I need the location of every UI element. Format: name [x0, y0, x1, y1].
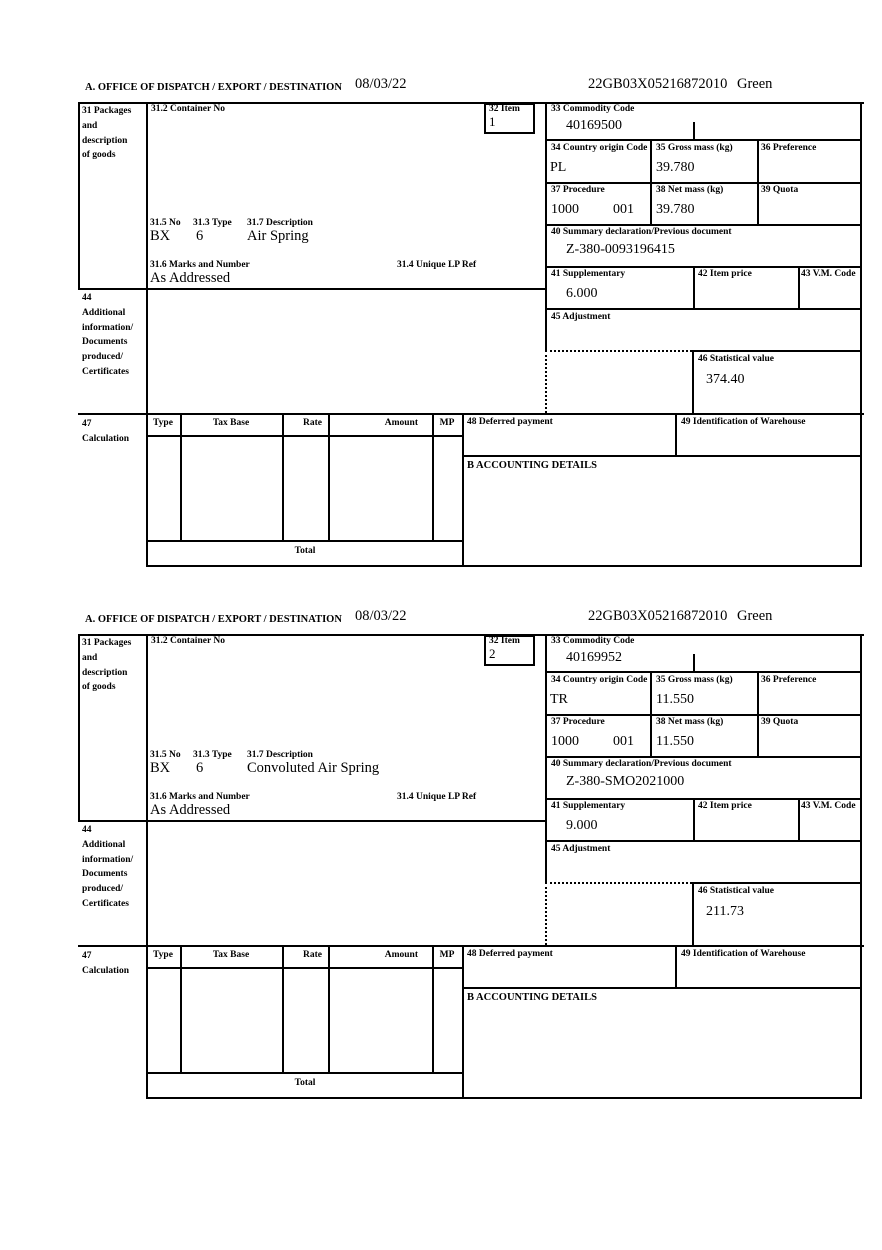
procedure-value: 1000: [551, 202, 579, 217]
dispatch-date-value: 08/03/22: [355, 76, 407, 92]
box31-packages-label: [82, 636, 131, 695]
box47-calculation-label: [82, 417, 129, 447]
declaration-copy: [0, 76, 882, 576]
form-line: [757, 671, 759, 756]
box44-line: information/: [82, 854, 134, 865]
form-line: [146, 1097, 862, 1099]
office-of-dispatch-label: A. OFFICE OF DISPATCH / EXPORT / DESTINATION: [85, 82, 342, 93]
box44-line: produced/: [82, 884, 124, 895]
box44-line: produced/: [82, 352, 124, 363]
tax-type-header: Type: [153, 418, 173, 428]
country-origin-label: 34 Country origin Code: [551, 675, 648, 685]
tax-rate-header: Rate: [303, 418, 322, 428]
pkg-type-label: 31.3 Type: [193, 750, 232, 760]
form-dotted-line: [545, 882, 692, 884]
form-line: [675, 945, 677, 987]
form-dotted-line: [545, 350, 547, 413]
form-line: [545, 308, 862, 310]
commodity-code-label: 33 Commodity Code: [551, 636, 635, 646]
box44-line: Certificates: [82, 366, 129, 377]
supplementary-label: 41 Supplementary: [551, 801, 626, 811]
form-line: [78, 945, 864, 947]
tax-amount-header: Amount: [384, 950, 418, 960]
item-number-value: 1: [489, 114, 496, 129]
item-price-label: 42 Item price: [698, 269, 752, 279]
quota-label: 39 Quota: [761, 185, 799, 195]
form-line: [692, 350, 862, 352]
form-line: [180, 413, 182, 540]
form-line: [146, 967, 464, 969]
mrn-value: 22GB03X05216872010: [588, 76, 728, 92]
form-line: [545, 224, 862, 226]
country-origin-label: 34 Country origin Code: [551, 143, 648, 153]
accounting-details-label: B ACCOUNTING DETAILS: [467, 460, 597, 471]
box31-packages-label: [82, 104, 131, 163]
box31-line: 31 Packages: [82, 106, 132, 116]
item-label: 32 Item: [489, 636, 520, 646]
box47-calculation-label: [82, 949, 129, 979]
form-line: [860, 102, 862, 567]
country-origin-value: TR: [550, 692, 568, 707]
item-number-value: 2: [489, 646, 496, 661]
form-line: [282, 413, 284, 540]
form-line: [78, 102, 80, 290]
box44-line: Certificates: [82, 898, 129, 909]
gross-mass-label: 35 Gross mass (kg): [656, 675, 733, 685]
deferred-payment-label: 48 Deferred payment: [467, 949, 553, 959]
form-line: [146, 540, 464, 542]
form-line: [180, 945, 182, 1072]
box44-line: Documents: [82, 869, 128, 880]
form-line: [545, 714, 862, 716]
item-label: 32 Item: [489, 104, 520, 114]
net-mass-label: 38 Net mass (kg): [656, 185, 724, 195]
form-line: [78, 634, 80, 822]
total-label: Total: [294, 546, 316, 556]
box31-line: of goods: [82, 150, 116, 161]
pkg-no-label: 31.5 No: [150, 218, 181, 228]
form-line: [78, 820, 547, 822]
country-origin-value: PL: [550, 160, 567, 175]
commodity-code-value: 40169952: [566, 650, 622, 665]
form-line: [692, 882, 694, 945]
box31-line: description: [82, 135, 128, 146]
commodity-code-value: 40169500: [566, 118, 622, 133]
form-line: [432, 945, 434, 1072]
net-mass-value: 11.550: [656, 734, 694, 749]
statistical-value-label: 46 Statistical value: [698, 886, 774, 896]
supplementary-value: 9.000: [566, 818, 598, 833]
box47-line: 47: [82, 951, 92, 961]
form-line: [860, 634, 862, 1099]
tax-type-header: Type: [153, 950, 173, 960]
container-no-label: 31.2 Container No: [151, 104, 225, 114]
box47-line: 47: [82, 419, 92, 429]
procedure-value: 1000: [551, 734, 579, 749]
form-line: [693, 798, 695, 840]
form-line: [650, 139, 652, 224]
warehouse-id-label: 49 Identification of Warehouse: [681, 949, 806, 959]
tax-base-header: Tax Base: [212, 950, 250, 960]
commodity-code-label: 33 Commodity Code: [551, 104, 635, 114]
marks-number-value: As Addressed: [150, 802, 231, 818]
form-line: [462, 455, 862, 457]
tax-rate-header: Rate: [303, 950, 322, 960]
pkg-type-label: 31.3 Type: [193, 218, 232, 228]
box31-line: and: [82, 120, 98, 131]
form-line: [432, 413, 434, 540]
box44-line: Documents: [82, 337, 128, 348]
tax-mp-header: MP: [439, 418, 455, 428]
box31-line: and: [82, 652, 98, 663]
commodity-code-divider-tick: [693, 654, 695, 671]
form-line: [282, 945, 284, 1072]
procedure-label: 37 Procedure: [551, 185, 605, 195]
goods-description-value: Air Spring: [247, 228, 309, 244]
form-line: [798, 798, 800, 840]
box44-additional-info-label: [82, 291, 133, 380]
dispatch-date-value: 08/03/22: [355, 608, 407, 624]
commodity-code-divider-tick: [693, 122, 695, 139]
preference-label: 36 Preference: [761, 675, 817, 685]
form-line: [146, 102, 148, 567]
pkg-description-label: 31.7 Description: [247, 218, 313, 228]
statistical-value-label: 46 Statistical value: [698, 354, 774, 364]
box44-line: 44: [82, 293, 92, 303]
office-of-dispatch-label: A. OFFICE OF DISPATCH / EXPORT / DESTINATION: [85, 614, 342, 625]
tax-amount-header: Amount: [384, 418, 418, 428]
form-line: [798, 266, 800, 308]
form-line: [675, 413, 677, 455]
box44-line: Additional: [82, 307, 126, 318]
form-line: [146, 435, 464, 437]
marks-number-label: 31.6 Marks and Number: [150, 792, 250, 802]
form-line: [545, 756, 862, 758]
pkg-no-value: BX: [150, 228, 171, 244]
pkg-description-label: 31.7 Description: [247, 750, 313, 760]
marks-number-value: As Addressed: [150, 270, 231, 286]
form-line: [692, 350, 694, 413]
routing-status-value: Green: [737, 76, 773, 92]
form-line: [545, 671, 862, 673]
form-line: [693, 266, 695, 308]
tax-base-header: Tax Base: [212, 418, 250, 428]
box44-line: Additional: [82, 839, 126, 850]
box47-line: Calculation: [82, 433, 129, 444]
statistical-value: 374.40: [706, 372, 745, 387]
net-mass-value: 39.780: [656, 202, 695, 217]
gross-mass-label: 35 Gross mass (kg): [656, 143, 733, 153]
procedure-value-2: 001: [613, 202, 634, 217]
vm-code-label: 43 V.M. Code: [801, 801, 856, 811]
form-line: [545, 182, 862, 184]
quota-label: 39 Quota: [761, 717, 799, 727]
gross-mass-value: 39.780: [656, 160, 695, 175]
preference-label: 36 Preference: [761, 143, 817, 153]
form-line: [462, 987, 862, 989]
vm-code-label: 43 V.M. Code: [801, 269, 856, 279]
unique-lp-ref-label: 31.4 Unique LP Ref: [397, 792, 477, 802]
procedure-value-2: 001: [613, 734, 634, 749]
warehouse-id-label: 49 Identification of Warehouse: [681, 417, 806, 427]
box47-line: Calculation: [82, 965, 129, 976]
pkg-no-label: 31.5 No: [150, 750, 181, 760]
form-line: [650, 671, 652, 756]
box31-line: 31 Packages: [82, 638, 132, 648]
deferred-payment-label: 48 Deferred payment: [467, 417, 553, 427]
form-line: [692, 882, 862, 884]
form-line: [545, 266, 862, 268]
gross-mass-value: 11.550: [656, 692, 694, 707]
adjustment-label: 45 Adjustment: [551, 312, 611, 322]
adjustment-label: 45 Adjustment: [551, 844, 611, 854]
supplementary-label: 41 Supplementary: [551, 269, 626, 279]
form-line: [545, 840, 862, 842]
form-line: [545, 139, 862, 141]
container-no-label: 31.2 Container No: [151, 636, 225, 646]
statistical-value: 211.73: [706, 904, 744, 919]
form-line: [146, 1072, 464, 1074]
previous-document-label: 40 Summary declaration/Previous document: [551, 759, 732, 769]
form-line: [146, 565, 862, 567]
box44-additional-info-label: [82, 823, 133, 912]
form-line: [328, 945, 330, 1072]
pkg-type-value: 6: [196, 760, 204, 776]
pkg-type-value: 6: [196, 228, 204, 244]
form-line: [328, 413, 330, 540]
item-price-label: 42 Item price: [698, 801, 752, 811]
marks-number-label: 31.6 Marks and Number: [150, 260, 250, 270]
declaration-copy: [0, 608, 882, 1108]
previous-document-value: Z-380-0093196415: [566, 242, 675, 257]
pkg-no-value: BX: [150, 760, 171, 776]
tax-mp-header: MP: [439, 950, 455, 960]
form-line: [146, 634, 148, 1099]
box31-line: description: [82, 667, 128, 678]
routing-status-value: Green: [737, 608, 773, 624]
unique-lp-ref-label: 31.4 Unique LP Ref: [397, 260, 477, 270]
total-label: Total: [294, 1078, 316, 1088]
box44-line: 44: [82, 825, 92, 835]
accounting-details-label: B ACCOUNTING DETAILS: [467, 992, 597, 1003]
form-dotted-line: [545, 882, 547, 945]
box31-line: of goods: [82, 682, 116, 693]
form-line: [78, 288, 547, 290]
box44-line: information/: [82, 322, 134, 333]
net-mass-label: 38 Net mass (kg): [656, 717, 724, 727]
form-line: [78, 413, 864, 415]
mrn-value: 22GB03X05216872010: [588, 608, 728, 624]
goods-description-value: Convoluted Air Spring: [247, 760, 380, 776]
previous-document-label: 40 Summary declaration/Previous document: [551, 227, 732, 237]
form-line: [757, 139, 759, 224]
supplementary-value: 6.000: [566, 286, 598, 301]
form-dotted-line: [545, 350, 692, 352]
previous-document-value: Z-380-SMO2021000: [566, 774, 685, 789]
procedure-label: 37 Procedure: [551, 717, 605, 727]
form-line: [545, 798, 862, 800]
